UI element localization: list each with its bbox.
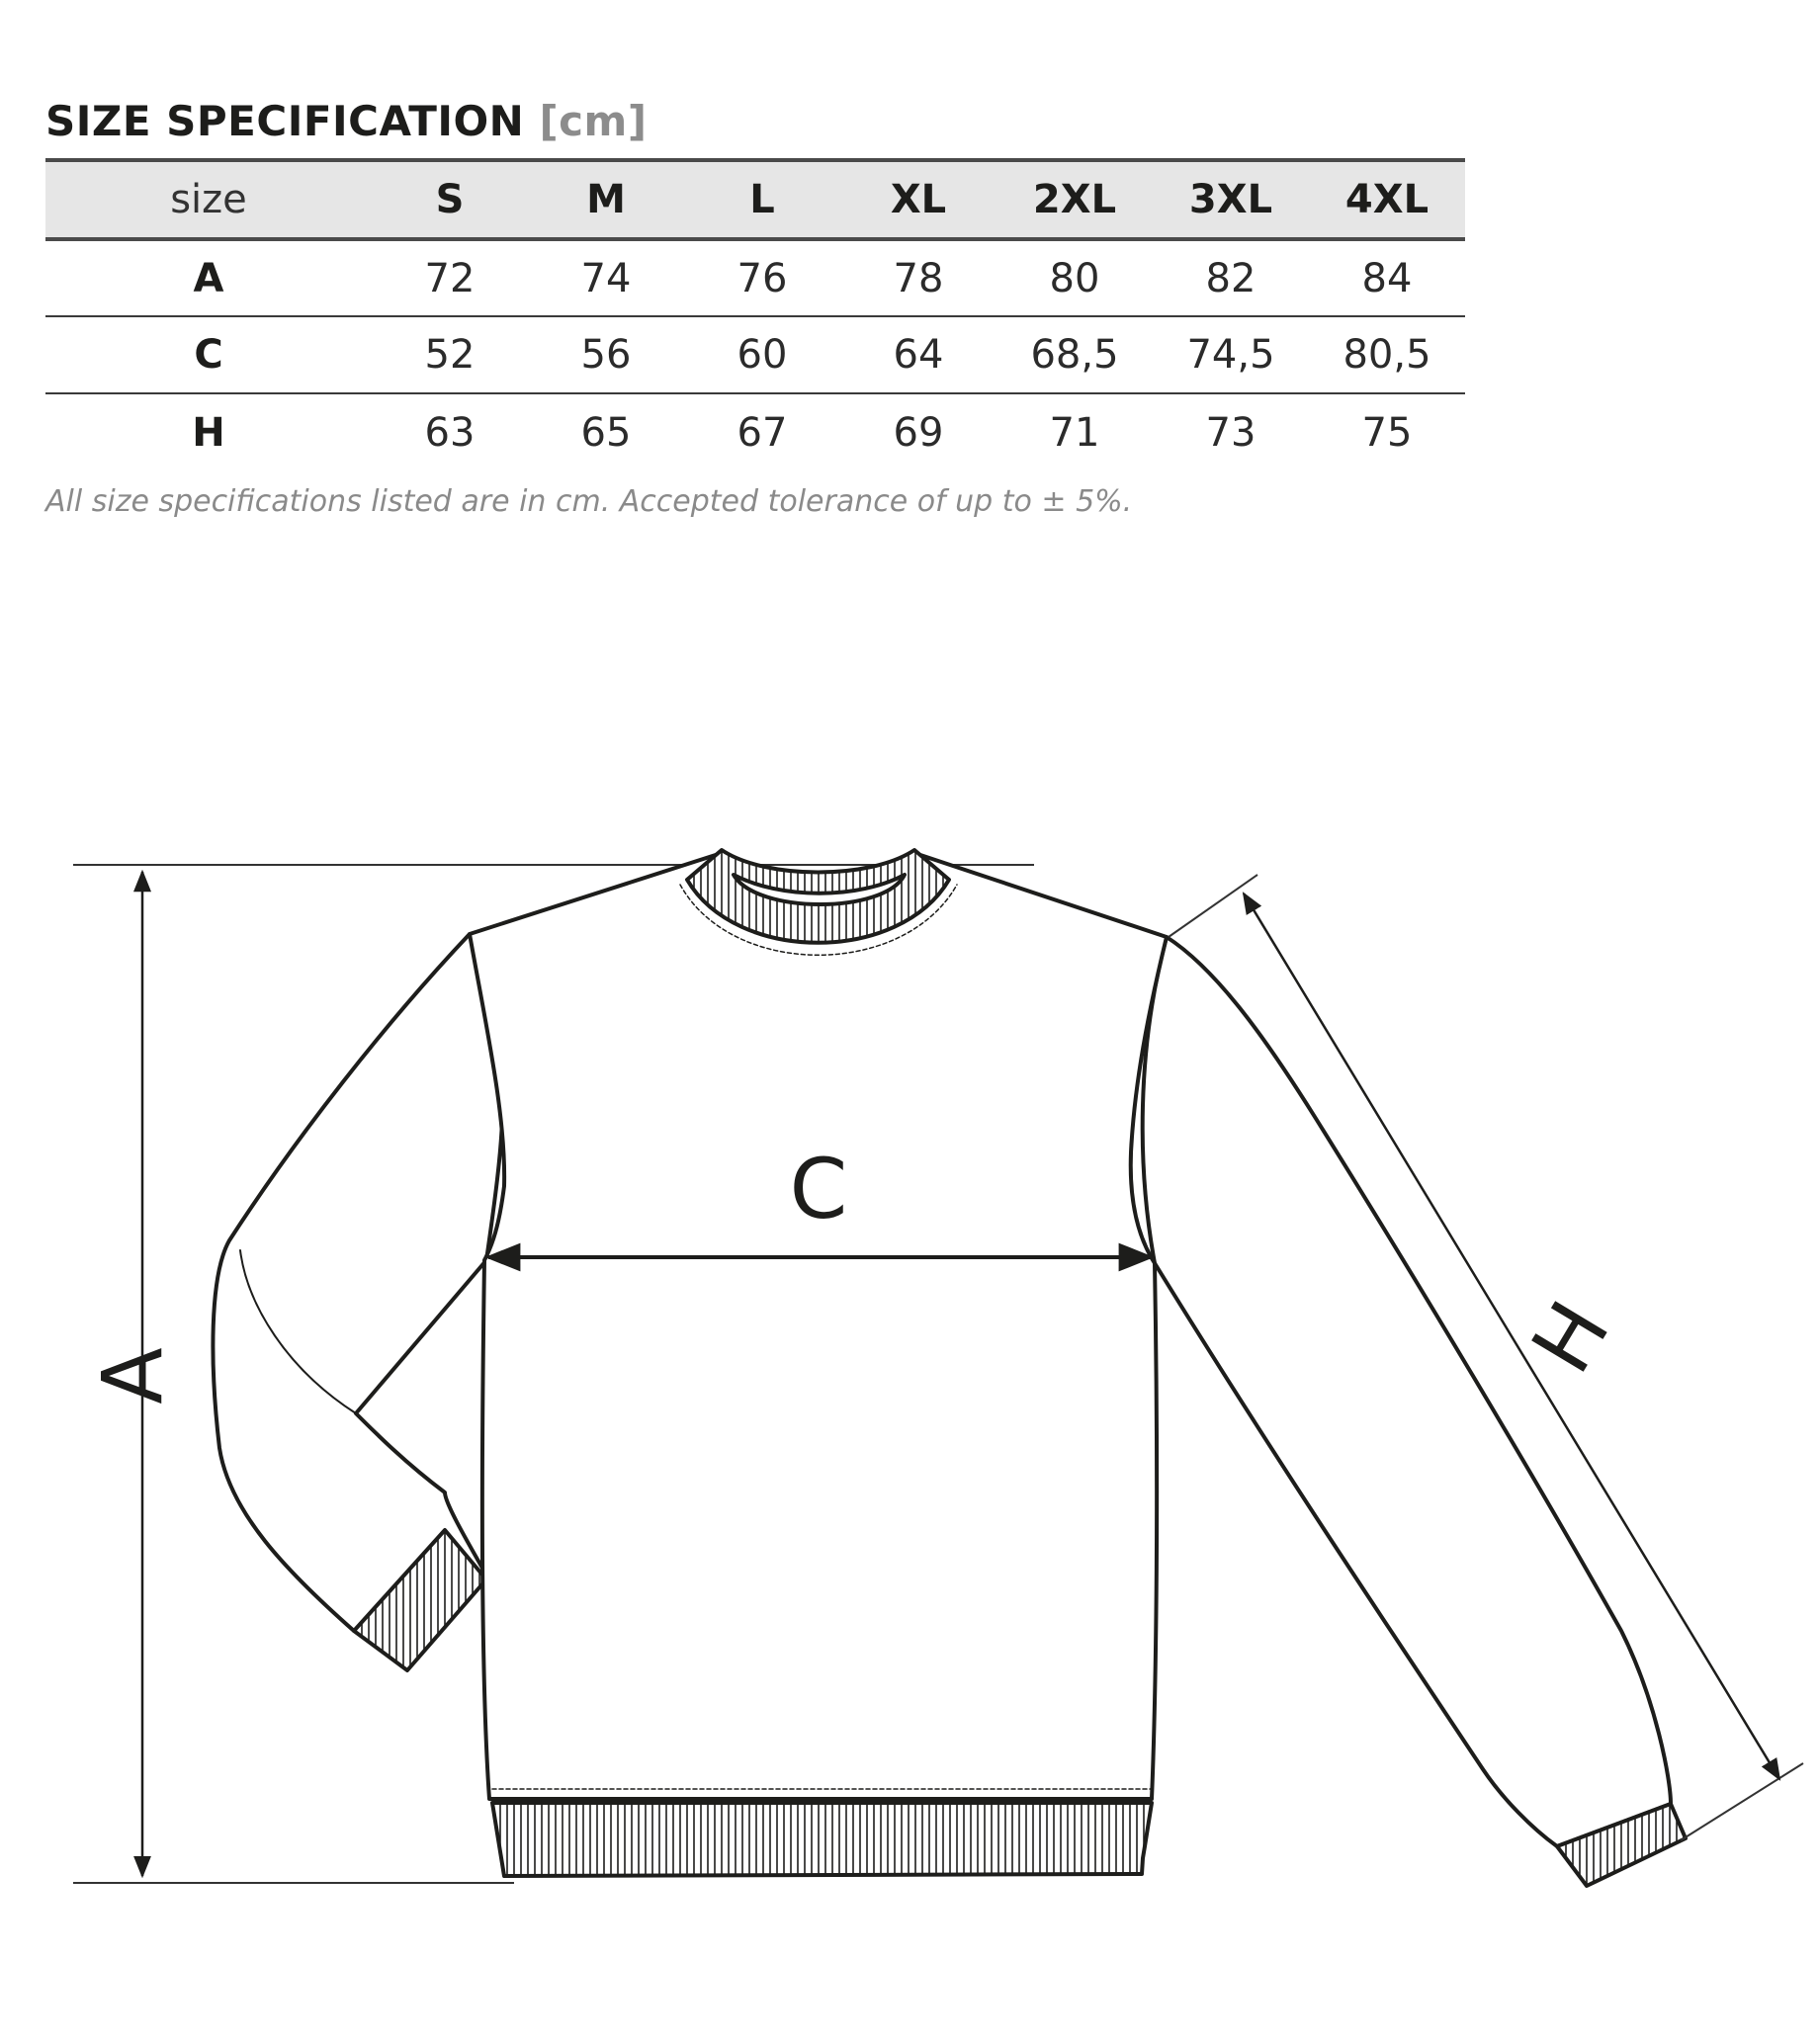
table-cell: 69 — [893, 409, 944, 456]
table-cell: 67 — [736, 409, 788, 456]
dimension-c-label: C — [789, 1141, 848, 1237]
hem-rib — [492, 1803, 1152, 1876]
sweatshirt-body — [470, 853, 1167, 1799]
sleeve-bottom-reference-line — [1681, 1763, 1803, 1840]
header-cell: 3XL — [1153, 160, 1309, 239]
table-cell: 72 — [372, 239, 528, 316]
table-cell: 68,5 — [996, 316, 1153, 393]
sleeve-top-reference-line — [1169, 875, 1257, 937]
table-cell: 74,5 — [1153, 316, 1309, 393]
left-sleeve — [213, 934, 502, 1631]
right-sleeve — [1143, 937, 1671, 1846]
table-cell: 84 — [1309, 239, 1465, 316]
table-cell: 74 — [528, 239, 684, 316]
row-label: A — [45, 239, 372, 316]
dimension-a-label: A — [83, 1347, 181, 1405]
dimension-h-label: H — [1513, 1285, 1629, 1390]
sweatshirt-illustration — [213, 850, 1686, 1886]
table-cell: 60 — [684, 316, 840, 393]
table-cell: 65 — [580, 409, 632, 456]
header-cell: M — [528, 160, 684, 239]
row-label: H — [192, 409, 225, 456]
table-cell: 56 — [528, 316, 684, 393]
header-cell: S — [372, 160, 528, 239]
header-cell: 4XL — [1309, 160, 1465, 239]
table-cell: 76 — [684, 239, 840, 316]
row-label: C — [45, 316, 372, 393]
title-unit: [cm] — [539, 97, 648, 145]
header-cell-size: size — [45, 160, 372, 239]
table-cell: 64 — [840, 316, 996, 393]
header-cell: XL — [840, 160, 996, 239]
table-cell: 82 — [1153, 239, 1309, 316]
table-cell: 78 — [840, 239, 996, 316]
table-cell: 71 — [1049, 409, 1100, 456]
header-cell: 2XL — [996, 160, 1153, 239]
header-cell: L — [684, 160, 840, 239]
table-cell: 73 — [1205, 409, 1256, 456]
table-cell: 80,5 — [1309, 316, 1465, 393]
table-cell: 80 — [996, 239, 1153, 316]
tolerance-note: All size specifications listed are in cm. Accepted tolerance of up to ± 5%. — [45, 484, 1133, 519]
title-main: SIZE SPECIFICATION — [45, 97, 525, 145]
table-cell: 52 — [372, 316, 528, 393]
table-cell: 75 — [1361, 409, 1413, 456]
table-cell: 63 — [424, 409, 476, 456]
